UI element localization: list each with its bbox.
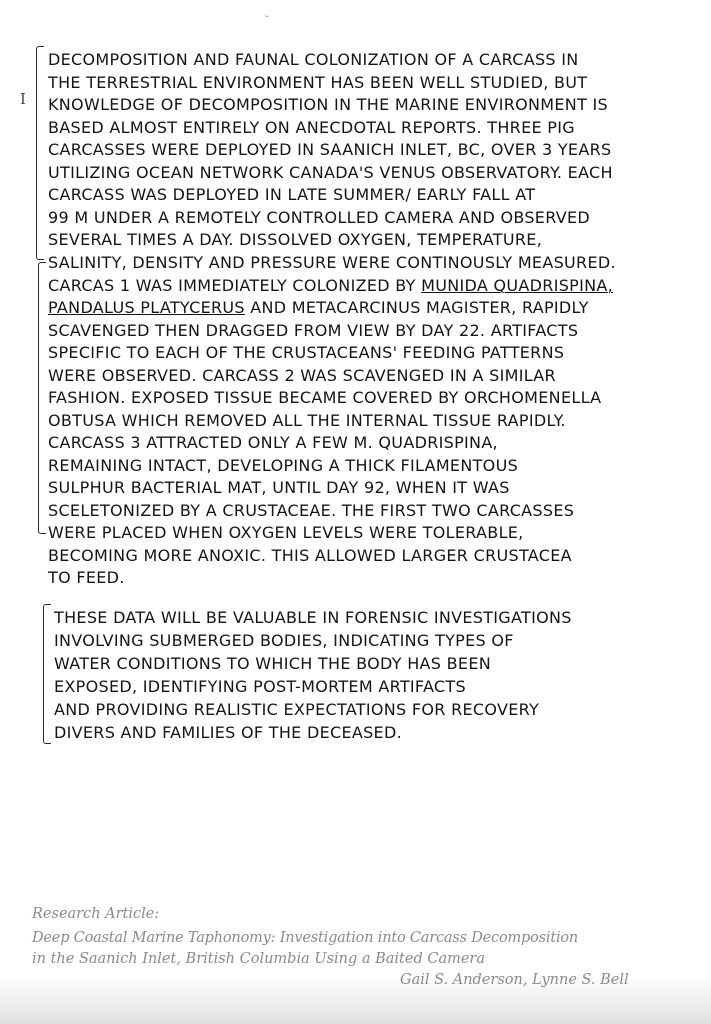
text-line [48,298,589,317]
text-line: TO FEED. [48,568,125,587]
text-line: THE TERRESTRIAL ENVIRONMENT HAS BEEN WELL STUDIED, BUT [48,73,588,92]
text-line: SPECIFIC TO EACH OF THE CRUSTACEANS' FEEDING PATTERNS [48,343,565,362]
text-line: SEVERAL TIMES A DAY. DISSOLVED OXYGEN, TEMPERATURE, [48,230,543,249]
text-line: WERE OBSERVED. CARCASS 2 WAS SCAVENGED IN A SIMILAR [48,366,556,385]
species-name-underlined: PANDALUS PLATYCERUS [48,298,245,317]
text-line: REMAINING INTACT, DEVELOPING A THICK FILAMENTOUS [48,456,519,475]
text-line: KNOWLEDGE OF DECOMPOSITION IN THE MARINE ENVIRONMENT IS [48,95,609,114]
text-line: SALINITY, DENSITY AND PRESSURE WERE CONTINOUSLY MEASURED. [48,253,616,272]
margin-roman-numeral: I [20,90,26,108]
text-line: FASHION. EXPOSED TISSUE BECAME COVERED BY ORCHOMENELLA [48,388,602,407]
text-line: UTILIZING OCEAN NETWORK CANADA'S VENUS OBSERVATORY. EACH [48,163,613,182]
text-line: WERE PLACED WHEN OXYGEN LEVELS WERE TOLERABLE, [48,523,524,542]
line-text: CARCAS 1 WAS IMMEDIATELY COLONIZED BY [48,276,422,295]
text-line: EXPOSED, IDENTIFYING POST-MORTEM ARTIFACTS [54,677,466,696]
text-line: INVOLVING SUBMERGED BODIES, INDICATING TYPES OF [54,631,514,650]
reference-title-line-2: in the Saanich Inlet, British Columbia Using a Baited Camera [32,951,486,967]
top-mark: ˘ [264,14,270,28]
text-line: WATER CONDITIONS TO WHICH THE BODY HAS BEEN [54,654,491,673]
species-name-underlined: MUNIDA QUADRISPINA, [421,276,614,295]
paragraph2-bracket [38,262,46,534]
text-line: DIVERS AND FAMILIES OF THE DECEASED. [54,723,402,742]
text-line: AND PROVIDING REALISTIC EXPECTATIONS FOR RECOVERY [54,700,540,719]
text-line: BASED ALMOST ENTIRELY ON ANECDOTAL REPORTS. THREE PIG [48,118,575,137]
text-line: DECOMPOSITION AND FAUNAL COLONIZATION OF A CARCASS IN [48,50,579,69]
text-line: CARCASS WAS DEPLOYED IN LATE SUMMER/ EARLY FALL AT [48,185,536,204]
line-text: AND METACARCINUS MAGISTER, RAPIDLY [244,298,589,317]
text-line: SCELETONIZED BY A CRUSTACEAE. THE FIRST TWO CARCASSES [48,501,575,520]
text-line: CARCASSES WERE DEPLOYED IN SAANICH INLET, BC, OVER 3 YEARS [48,140,612,159]
text-line: THESE DATA WILL BE VALUABLE IN FORENSIC INVESTIGATIONS [54,608,572,627]
text-line: SCAVENGED THEN DRAGGED FROM VIEW BY DAY 22. ARTIFACTS [48,321,579,340]
reference-authors: Gail S. Anderson, Lynne S. Bell [400,972,629,988]
text-line: OBTUSA WHICH REMOVED ALL THE INTERNAL TISSUE RAPIDLY. [48,411,566,430]
paragraph1-bracket [36,46,44,260]
reference-label: Research Article: [32,906,160,922]
text-line: 99 M UNDER A REMOTELY CONTROLLED CAMERA AND OBSERVED [48,208,591,227]
paragraph3-bracket [43,604,51,744]
text-line: CARCASS 3 ATTRACTED ONLY A FEW M. QUADRISPINA, [48,433,498,452]
text-line: SULPHUR BACTERIAL MAT, UNTIL DAY 92, WHEN IT WAS [48,478,510,497]
text-line [48,276,613,295]
text-line: BECOMING MORE ANOXIC. THIS ALLOWED LARGER CRUSTACEA [48,546,572,565]
reference-title-line-1: Deep Coastal Marine Taphonomy: Investigation into Carcass Decomposition [32,930,579,946]
